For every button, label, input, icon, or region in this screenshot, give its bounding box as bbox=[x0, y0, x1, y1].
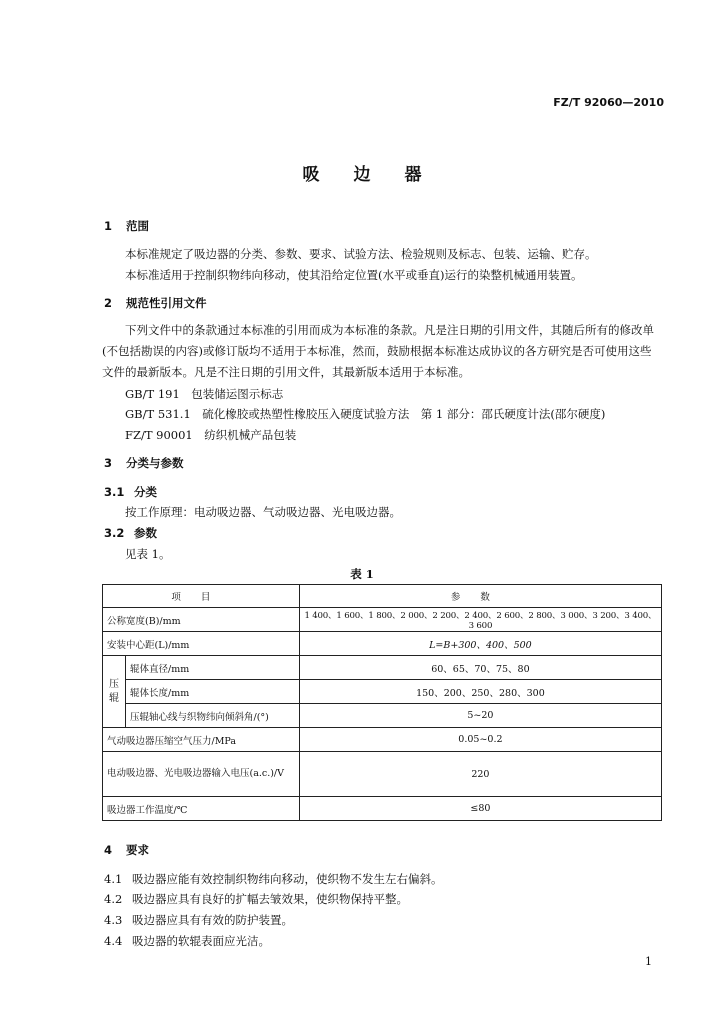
table-row bbox=[103, 680, 662, 704]
requirement-text: 吸边器的软辊表面应光洁。 bbox=[132, 934, 270, 948]
requirement-item bbox=[104, 912, 293, 928]
table-row bbox=[103, 632, 662, 656]
table-row bbox=[103, 728, 662, 752]
row-item: 电动吸边器、光电吸边器输入电压(a.c.)/V bbox=[103, 752, 300, 797]
row-item: 公称宽度(B)/mm bbox=[103, 608, 300, 632]
row-value: 220 bbox=[299, 752, 661, 797]
parameter-table bbox=[102, 584, 662, 821]
section-number: 1 bbox=[104, 219, 113, 233]
subsection-3-1-heading bbox=[104, 484, 157, 500]
column-header-item: 项目 bbox=[103, 585, 300, 608]
requirement-number: 4.3 bbox=[104, 913, 123, 927]
table-row bbox=[103, 656, 662, 680]
page-number: 1 bbox=[645, 955, 652, 968]
table-caption: 表 1 bbox=[350, 567, 374, 581]
requirement-text: 吸边器应能有效控制织物纬向移动，使织物不发生左右偏斜。 bbox=[132, 872, 443, 886]
section-3-heading bbox=[104, 455, 184, 471]
table-header-row bbox=[103, 585, 662, 608]
requirement-text: 吸边器应具有良好的扩幅去皱效果，使织物保持平整。 bbox=[132, 892, 408, 906]
requirement-text: 吸边器应具有有效的防护装置。 bbox=[132, 913, 293, 927]
subsection-title: 参数 bbox=[134, 526, 157, 540]
row-item: 吸边器工作温度/℃ bbox=[103, 797, 300, 821]
column-header-param: 参数 bbox=[299, 585, 661, 608]
section-title: 要求 bbox=[126, 843, 149, 857]
requirement-number: 4.2 bbox=[104, 892, 123, 906]
row-item: 压辊轴心线与织物纬向倾斜角/(°) bbox=[126, 704, 300, 728]
section-2-paragraph: 下列文件中的条款通过本标准的引用而成为本标准的条款。凡是注日期的引用文件，其随后所有的修改单(不包括勘误的内容)或修订版均不适用于本标准，然而，鼓励根据本标准达成协议的各方研究是否可使用这些文件的最新版本。凡是不注日期的引用文件，其最新版本适用于本标准。 bbox=[102, 323, 654, 379]
section-1-paragraph-2: 本标准适用于控制织物纬向移动，使其沿给定位置(水平或垂直)运行的染整机械通用装置。 bbox=[125, 268, 583, 282]
reference-item: FZ/T 90001 纺织机械产品包装 bbox=[125, 428, 297, 442]
reference-item: GB/T 191 包装储运图示标志 bbox=[125, 387, 284, 401]
section-4-heading bbox=[104, 842, 149, 858]
section-number: 3 bbox=[104, 456, 113, 470]
table-row bbox=[103, 797, 662, 821]
section-1-heading bbox=[104, 218, 149, 234]
section-1-paragraph-1: 本标准规定了吸边器的分类、参数、要求、试验方法、检验规则及标志、包装、运输、贮存。 bbox=[125, 247, 597, 261]
row-value: 60、65、70、75、80 bbox=[299, 656, 661, 680]
subsection-number: 3.2 bbox=[104, 526, 125, 540]
requirement-number: 4.1 bbox=[104, 872, 123, 886]
row-item: 安装中心距(L)/mm bbox=[103, 632, 300, 656]
section-title: 分类与参数 bbox=[126, 456, 184, 470]
group-label-press-roller: 压辊 bbox=[103, 656, 126, 728]
row-value: 1 400、1 600、1 800、2 000、2 200、2 400、2 600、2 800、3 000、3 200、3 400、3 600 bbox=[299, 608, 661, 632]
subsection-title: 分类 bbox=[134, 485, 157, 499]
table-row bbox=[103, 608, 662, 632]
subsection-3-2-text: 见表 1。 bbox=[125, 547, 171, 561]
row-value: ≤80 bbox=[299, 797, 661, 821]
requirement-item bbox=[104, 871, 443, 887]
row-item: 辊体长度/mm bbox=[126, 680, 300, 704]
section-title: 范围 bbox=[126, 219, 149, 233]
row-item: 气动吸边器压缩空气压力/MPa bbox=[103, 728, 300, 752]
table-row bbox=[103, 704, 662, 728]
requirement-number: 4.4 bbox=[104, 934, 123, 948]
requirement-item bbox=[104, 933, 270, 949]
row-item: 辊体直径/mm bbox=[126, 656, 300, 680]
row-value: 0.05~0.2 bbox=[299, 728, 661, 752]
subsection-3-2-heading bbox=[104, 525, 157, 541]
row-value: L=B+300、400、500 bbox=[299, 632, 661, 656]
row-value: 150、200、250、280、300 bbox=[299, 680, 661, 704]
section-title: 规范性引用文件 bbox=[126, 296, 207, 310]
section-2-heading bbox=[104, 295, 207, 311]
section-number: 2 bbox=[104, 296, 113, 310]
table-row bbox=[103, 752, 662, 797]
row-value: 5~20 bbox=[299, 704, 661, 728]
document-title: 吸边器 bbox=[302, 165, 456, 185]
subsection-3-1-text: 按工作原理：电动吸边器、气动吸边器、光电吸边器。 bbox=[125, 505, 401, 519]
reference-item: GB/T 531.1 硫化橡胶或热塑性橡胶压入硬度试验方法 第 1 部分：邵氏硬度计法(邵尔硬度) bbox=[125, 407, 606, 421]
section-number: 4 bbox=[104, 843, 113, 857]
subsection-number: 3.1 bbox=[104, 485, 125, 499]
requirement-item bbox=[104, 891, 408, 907]
standard-code: FZ/T 92060—2010 bbox=[553, 96, 664, 109]
